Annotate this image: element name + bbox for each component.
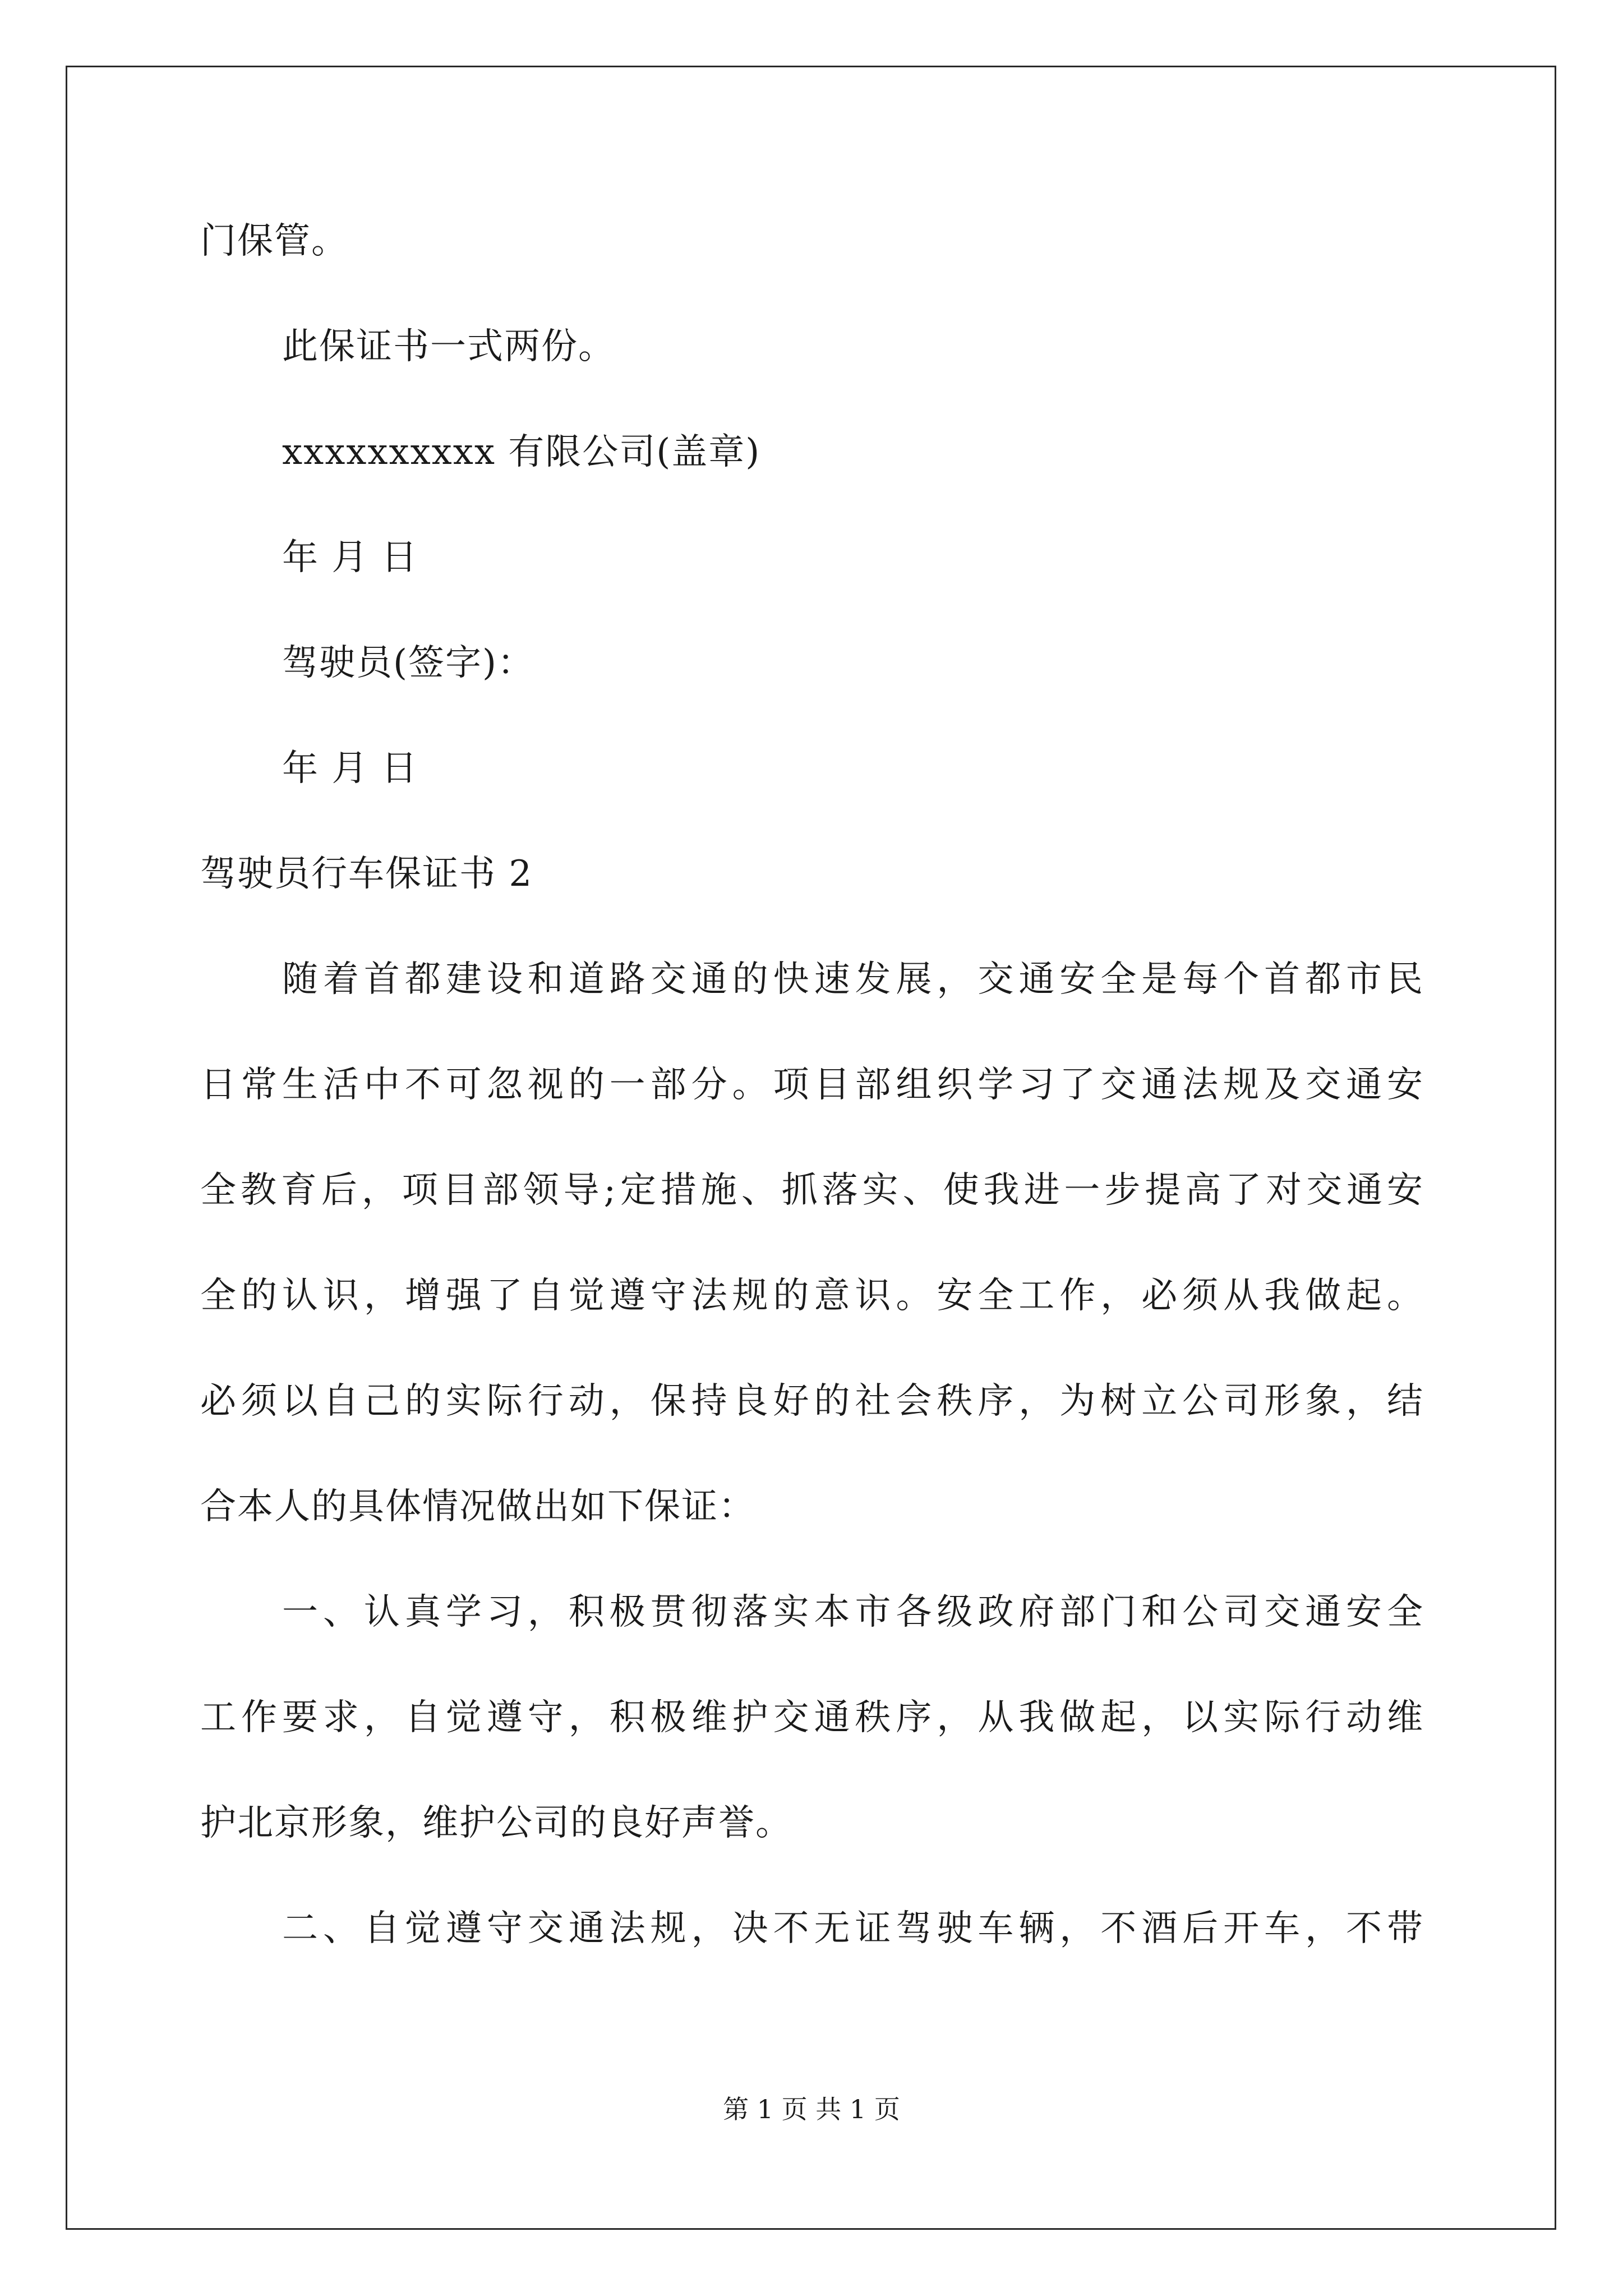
text-line: 年 月 日	[282, 748, 418, 789]
paragraph-line: 护北京形象，维护公司的良好声誉。	[200, 1802, 792, 1844]
paragraph-line: 日常生活中不可忽视的一部分。项目部组织学习了交通法规及交通安	[200, 1064, 1423, 1106]
text-line: 年 月 日	[282, 537, 418, 578]
text-line: 此保证书一式两份。	[282, 326, 615, 367]
paragraph-line: 随着首都建设和道路交通的快速发展，交通安全是每个首都市民	[282, 959, 1423, 1000]
text-line: xxxxxxxxxx 有限公司(盖章)	[282, 431, 761, 473]
page-footer: 第 1 页 共 1 页	[723, 2094, 900, 2124]
paragraph-line: 全的认识，增强了自觉遵守法规的意识。安全工作，必须从我做起。	[200, 1275, 1423, 1317]
text-line: 门保管。	[200, 220, 348, 262]
paragraph-line: 合本人的具体情况做出如下保证：	[200, 1486, 755, 1527]
paragraph-line: 一、认真学习，积极贯彻落实本市各级政府部门和公司交通安全	[282, 1591, 1423, 1633]
paragraph-line: 全教育后，项目部领导;定措施、抓落实、使我进一步提高了对交通安	[200, 1170, 1423, 1211]
paragraph-line: 二、自觉遵守交通法规，决不无证驾驶车辆，不酒后开车，不带	[282, 1908, 1423, 1949]
text-line: 驾驶员(签字)：	[282, 642, 534, 684]
page-border	[66, 66, 1556, 2230]
paragraph-line: 工作要求，自觉遵守，积极维护交通秩序，从我做起，以实际行动维	[200, 1697, 1423, 1738]
section-heading: 驾驶员行车保证书 2	[200, 853, 533, 895]
paragraph-line: 必须以自己的实际行动，保持良好的社会秩序，为树立公司形象，结	[200, 1381, 1423, 1422]
